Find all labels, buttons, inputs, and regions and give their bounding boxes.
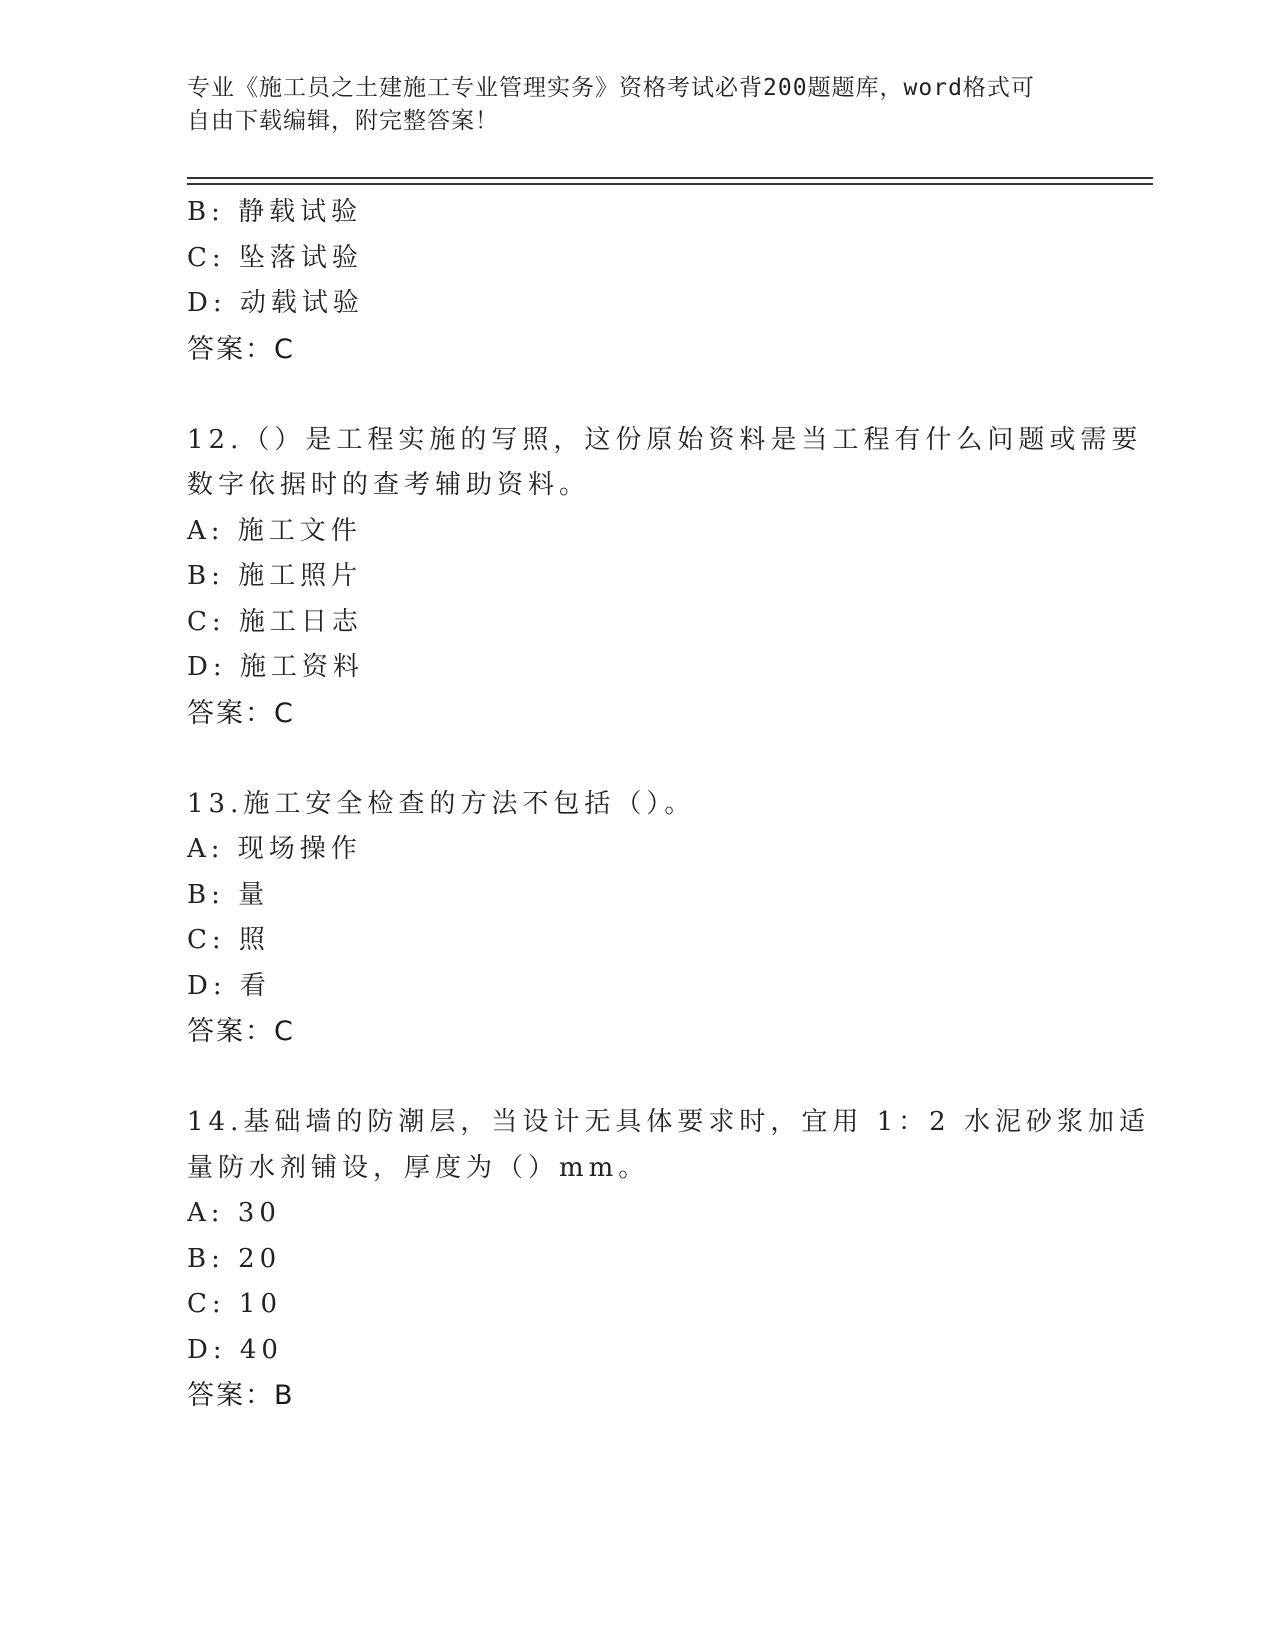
spacer bbox=[187, 736, 1087, 782]
answer-line: 答案：B bbox=[187, 1380, 295, 1411]
option-a: A: 现场操作 bbox=[187, 834, 362, 864]
header-divider-top bbox=[187, 177, 1153, 179]
question-stem: 13.施工安全检查的方法不包括（）。 bbox=[187, 788, 696, 819]
option-d: D: 动载试验 bbox=[187, 288, 364, 318]
header-line-2: 自由下载编辑，附完整答案！ bbox=[187, 108, 499, 134]
question-list bbox=[187, 190, 1150, 1419]
option-d: D: 施工资料 bbox=[187, 652, 364, 682]
option-d: D: 40 bbox=[187, 1334, 283, 1365]
option-c: C: 坠落试验 bbox=[187, 242, 363, 273]
question-12 bbox=[187, 418, 1143, 737]
question-stem-continued: 量防水剂铺设，厚度为（）mm。 bbox=[187, 1152, 650, 1183]
document-header bbox=[187, 72, 1077, 138]
answer-line: 答案：C bbox=[187, 333, 295, 365]
question-stem: 14.基础墙的防潮层，当设计无具体要求时，宜用 1：2 水泥砂浆加适 bbox=[187, 1107, 1150, 1137]
option-b: B: 施工照片 bbox=[187, 561, 363, 591]
option-c: C: 施工日志 bbox=[187, 606, 363, 637]
spacer bbox=[187, 1055, 1087, 1101]
partial-question bbox=[187, 190, 1087, 372]
answer-line: 答案：C bbox=[187, 697, 295, 729]
question-stem: 12.（）是工程实施的写照，这份原始资料是当工程有什么问题或需要 bbox=[187, 424, 1143, 455]
option-b: B: 20 bbox=[187, 1243, 282, 1274]
answer-line: 答案：C bbox=[187, 1016, 295, 1047]
option-a: A: 30 bbox=[187, 1198, 281, 1228]
option-c: C: 10 bbox=[187, 1289, 283, 1319]
option-b: B: 量 bbox=[187, 879, 270, 910]
header-line-1: 专业《施工员之土建施工专业管理实务》资格考试必背200题题库，word格式可 bbox=[187, 75, 1035, 101]
question-14 bbox=[187, 1100, 1150, 1419]
option-d: D: 看 bbox=[187, 970, 271, 1001]
option-a: A: 施工文件 bbox=[187, 515, 362, 546]
question-13 bbox=[187, 782, 1087, 1055]
header-divider-bottom bbox=[187, 183, 1153, 185]
question-stem-continued: 数字依据时的查考辅助资料。 bbox=[187, 470, 591, 500]
spacer bbox=[187, 372, 1087, 418]
option-c: C: 照 bbox=[187, 925, 270, 955]
option-b: B: 静载试验 bbox=[187, 197, 363, 227]
